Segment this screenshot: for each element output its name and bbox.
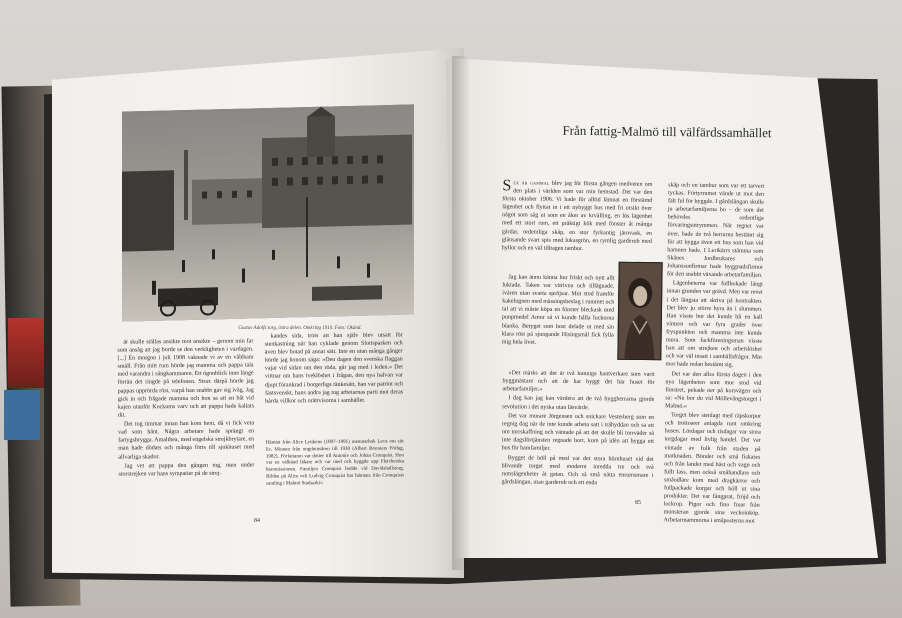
- opening-paragraph: [502, 179, 653, 253]
- paragraph: skåp och en tambur som var ett tarvert tyckas. Förtyrrumet vände ut mot den fält ful för byggde. I gårdslängan skulle ju arbetarfamiljerna bo – de som det behövdes ordentliga förvaringsutrymmen. När regnet var över, hade de två herrarna bestämt sig för att bygga även ett hus som han vid hamnen hade. I Lerikärrs stämma som Skånes Jordbrukares och Johanssonfirmar hade byggnadsfirmor för den snabbt växande arbetarfamiljen.: [666, 182, 765, 279]
- book-spine-red: [8, 318, 48, 388]
- paragraph: Lägenheterna var fullbokade långt innan grunden var grävd. Men var revet i det längsta att skriva på kontrakten. Det blev ju större hyra än i slummen. Han visste hur det kunde bli en kall vintern och var fyra grader över fryspunkten och mamma inte kunde mura. Som fackföreningsman visste han att om strejken och arbetslöshet och var väl insatt i samhällsfrågor. Min mor hade redan bestämt sig.: [665, 280, 763, 369]
- source-note: [266, 439, 404, 492]
- paragraph: är skulle ställas ansikte mot ansikte – genom min far som ansåg att jag borde se den verkligheten i vardagen. [...] En morgon i juli 1908 vaknade vi av en våldsam smäll. Från mitt rum hörde jag mamma och pappa tala med varandra i sängkammaren. Ett ögonblick inne länge förrän det ringde på telefonen. Strax därpå hörde jag pappas upprörda röst, varpå han snabbt gav sig iväg. Jag gick in och frågade mamma och hon sa att en båt vid kajen utanför Kockums varv och att pappa hade kallats dit.: [117, 338, 254, 419]
- right-text-column-1c: [501, 369, 654, 493]
- paragraph: Jag vet att pappa den gången tog, men under storstrejken var hans sympatier på de strej-: [118, 462, 255, 478]
- paragraph: I dag kan jag kan värdera att de två byggherrarna gjorde revolution i det nyska utan läsvärde.: [502, 395, 655, 411]
- book-spine-blue: [4, 390, 40, 440]
- book-gutter-shadow: [452, 56, 470, 570]
- paragraph-text: blev jag för första gången medveten om den plats i världen som var min hemstad. Det var den första oktober 1906. Vi hade för alltid lämnat en förstämd lägenhet och flyttat in i ett nybyggt hus med fri utsikt över något som såg ut som en åker av krvälling, en lös lägenhet med ett stort rum, ett präktigt kök med fönster åt många gårdar, ordentliga skåp, en stor fyrkantig järnvask, en glänsande svart spis med lukasgrön, en rymlig garderob med hyllor och en väl tilltagen tambur.: [501, 180, 653, 252]
- paragraph: Bygget de höll på med var det stora hörnhuset vid det blivande torget med modernt inredda tre och två rumslägenheter åt gatan. Och så små nätta enrumsmare i gårdslängan, utan garderob och ett enda: [501, 454, 654, 486]
- left-text-column-2: [265, 331, 404, 436]
- drop-cap: S: [502, 177, 512, 195]
- paragraph: »Det märks att det är två kunniga hantverkare som varit byggmästare och att de har byggt det här huset för arbetarfamiljer.«: [502, 370, 655, 393]
- right-text-column-1a: [502, 179, 653, 275]
- historic-street-photo: [122, 104, 414, 321]
- lead-smallcaps: ex år gammal: [513, 180, 550, 187]
- note-text: Hämtat från Alice Lyttkens (1897–1991) memoarbok Leva om sitt liv. Minnen från ungdomsåren till 1930 (Albert Bonniers Förlag, 1982). Författaren var dotter till Antonie och Johan Cronquist. Hon var en välkänd läkare och var med och byggde upp Fletcherska barnmissionen. Familjen Cronquist bodde vid Davidshallstorg. Bilden på Alice och Ludvig Cronquist har hämtats från Cronquists samling i Malmö Stadsarkiv.: [265, 439, 405, 487]
- chapter-heading: Från fattig-Malmö till välfärdssamhället: [562, 122, 772, 141]
- right-text-column-2: [663, 181, 765, 525]
- paragraph: Jag kan ännu känna hur friskt och nytt allt luktade. Taken var vitrivna och tillägnade, ivåren utan svarta spröjsar. Mot stod framför kakelugnen med mässingsbeslag i rummet och tal att vi måste köpa en fönster bleckask med punpmedel Amor så vi kunde hålla luckorna blanka. Betyget som bost delade ut med sin klara röst på sjungande Hisingsmål fick fylla mig hela livet.: [501, 274, 615, 346]
- right-text-column-1b: [502, 273, 615, 370]
- portrait-photo: [617, 262, 662, 361]
- paragraph: Torget blev stenlagt med räpskorpor och trottoarer anlagda runt omkring husen. Lördagar och tisdagar var stora torgdagar med livlig handel. Det var vintade av folk från staden på marknaden. Bönder och små fiskares och från landet med häst och vagn och fullt lass, men också småhandlare och småodlare kom med dragkärror och fullpackade korgar och höll ut sina produkter. Det var fångprat, fröjd och lockrop. Pigor och fina fruar från munsteran gjorde sina veckoinköp. Arbetarmammorna i småposterna mot: [663, 412, 762, 525]
- photo-caption: Gustav Adolfs torg, östra delen. Omkring 1910. Foto: Okänd.: [238, 326, 362, 331]
- page-number-right: 85: [635, 500, 641, 506]
- paragraph: Det var den allra första dagen i den nya lägenheten som mor stod vid fönstret, pekade ner på korsvägen och sa: »Nu bor du vid Möllevångstorget i Malmö.«: [665, 370, 762, 410]
- paragraph: kandes sida, trots att han själv blev utsatt för stenkastning när han cyklade genom Slottsparken och även blev hotad på annat sätt. Inte en utan många gånger hörde jag honom säga: »Den dagen den svenska flaggan vajar vid sidan om den röda, går jag med i leden.« Det vittnar om hans tveklöshet i frågan, den nya halvan var djupt förankrad i borgerliga tänkesätt, han var patriot och fästsvenskt, hans andra jag tog arbetarnas parti mot deras hårda villkor och orättvisorna i samhället.: [264, 332, 404, 405]
- left-text-column-1: [117, 337, 254, 500]
- paragraph: Det var murare Jörgensen och snickare Vesterberg som en regnig dag när de inte kunde arbeta satt i trähyddan och sa att om torrskaffning och väntade på att det skulle bli torrväder så inte dagsförtjänsten regnade bort, kom på idén att bygga ett hus för hamfamiljer.: [501, 413, 655, 452]
- paragraph: Det tog timmar innan han kom hem, då vi fick veta vad som hänt. Några arbetare hade sprängt en fartygsbrygga. Amalthea, med engelska strejkbrytare, en man hade dödats och många förts till sjukhuset med allvarliga skador.: [118, 420, 255, 461]
- page-number-left: 84: [254, 518, 260, 524]
